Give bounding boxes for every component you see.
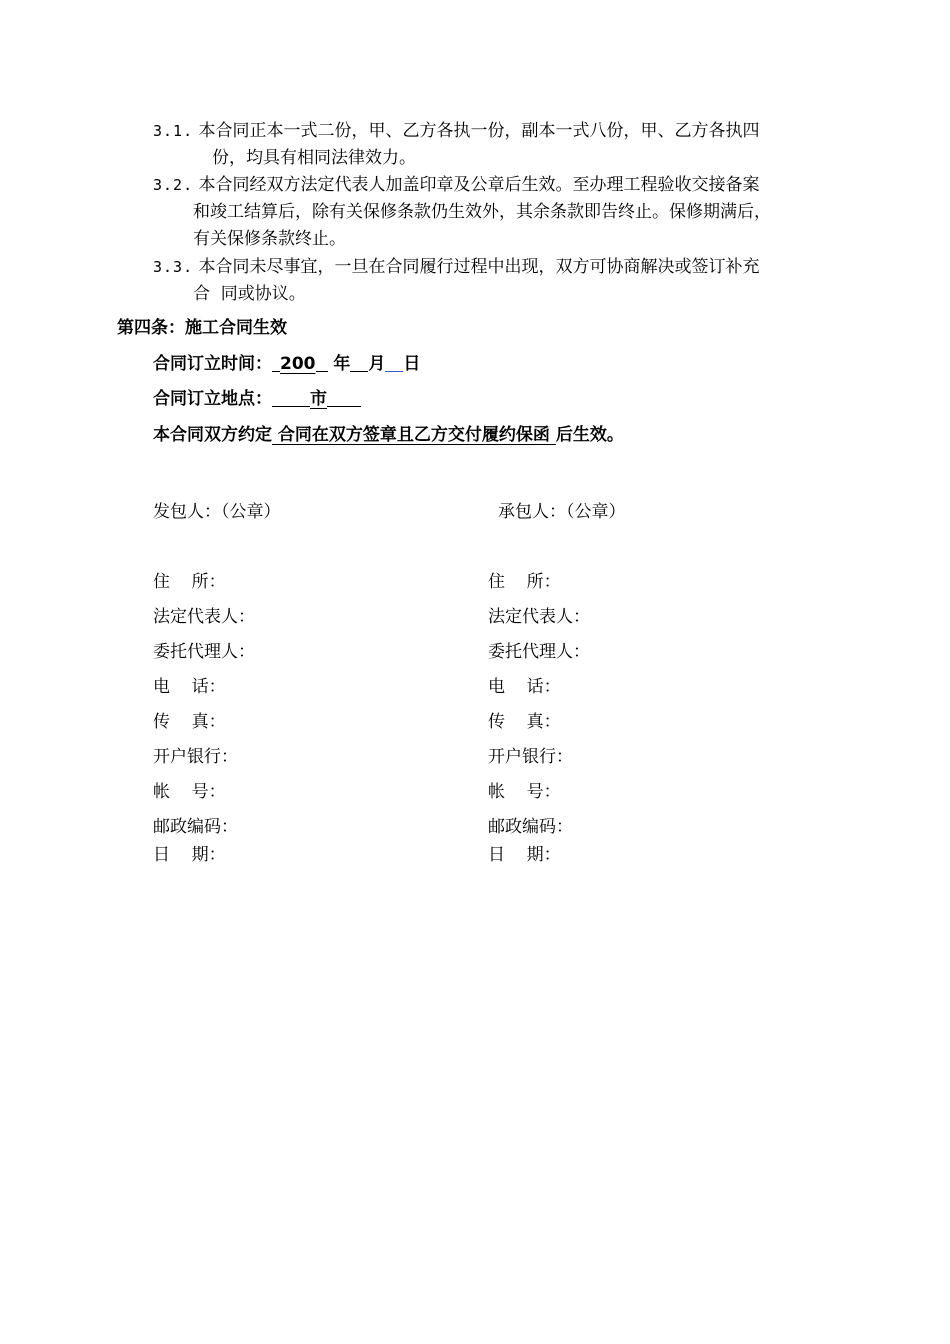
contractor-date-label: 日 期：: [488, 845, 561, 865]
day-blank: [385, 353, 403, 372]
employer-legal-rep-label: 法定代表人：: [153, 607, 255, 627]
employer-date-label: 日 期：: [153, 845, 226, 865]
year-char: 年: [333, 354, 351, 374]
contractor-bank-label: 开户银行：: [488, 747, 573, 767]
clause-3-3-continuation: 合 同或协议。: [193, 284, 306, 304]
article-4-heading: 第四条：施工合同生效: [117, 318, 287, 338]
employer-fax-label: 传 真：: [153, 712, 226, 732]
effect-line: [153, 420, 624, 445]
effect-prefix: 本合同双方约定: [153, 425, 272, 445]
contractor-account-label: 帐 号：: [488, 782, 561, 802]
sign-place-label: 合同订立地点：: [153, 389, 272, 409]
day-char: 日: [403, 354, 421, 374]
employer-postcode-label: 邮政编码：: [153, 817, 238, 837]
sign-time-label: 合同订立时间：: [153, 354, 272, 374]
clause-number: 3.1.: [153, 122, 194, 140]
contractor-address-label: 住 所：: [488, 572, 561, 592]
employer-bank-label: 开户银行：: [153, 747, 238, 767]
clause-text: 本合同正本一式二份，甲、乙方各执一份，副本一式八份，甲、乙方各执四: [198, 121, 760, 141]
clause-3-3: [153, 254, 760, 281]
contractor-fax-label: 传 真：: [488, 712, 561, 732]
contractor-agent-label: 委托代理人：: [488, 642, 590, 662]
employer-phone-label: 电 话：: [153, 677, 226, 697]
clause-text: 本合同经双方法定代表人加盖印章及公章后生效。至办理工程验收交接备案: [198, 175, 760, 195]
clause-3-1-continuation: 份，均具有相同法律效力。: [212, 148, 416, 168]
blank: [316, 353, 328, 372]
blank: [272, 353, 280, 372]
effect-suffix: 后生效。: [555, 425, 624, 445]
clause-number: 3.2.: [153, 176, 194, 194]
effect-condition: 合同在双方签章且乙方交付履约保函: [272, 425, 556, 445]
contractor-title: 承包人：（公章）: [498, 502, 626, 522]
employer-agent-label: 委托代理人：: [153, 642, 255, 662]
contractor-legal-rep-label: 法定代表人：: [488, 607, 590, 627]
sign-place-line: [153, 384, 361, 409]
clause-text: 本合同未尽事宜，一旦在合同履行过程中出现，双方可协商解决或签订补充: [198, 257, 760, 277]
month-blank: [350, 353, 368, 372]
month-char: 月: [368, 354, 386, 374]
place-blank: [272, 388, 310, 407]
sign-time-line: [153, 349, 420, 374]
clause-3-2-continuation: 有关保修条款终止。: [193, 229, 346, 249]
contractor-postcode-label: 邮政编码：: [488, 817, 573, 837]
clause-3-2-continuation: 和竣工结算后，除有关保修条款仍生效外，其余条款即告终止。保修期满后，: [193, 202, 771, 222]
clause-3-1: [153, 118, 760, 145]
employer-account-label: 帐 号：: [153, 782, 226, 802]
employer-title: 发包人：（公章）: [153, 502, 281, 522]
employer-address-label: 住 所：: [153, 572, 226, 592]
clause-3-2: [153, 172, 760, 199]
contractor-phone-label: 电 话：: [488, 677, 561, 697]
sign-place-city: 市: [310, 389, 327, 409]
sign-time-year: 200: [280, 354, 316, 374]
clause-number: 3.3.: [153, 258, 194, 276]
place-blank: [327, 388, 361, 407]
